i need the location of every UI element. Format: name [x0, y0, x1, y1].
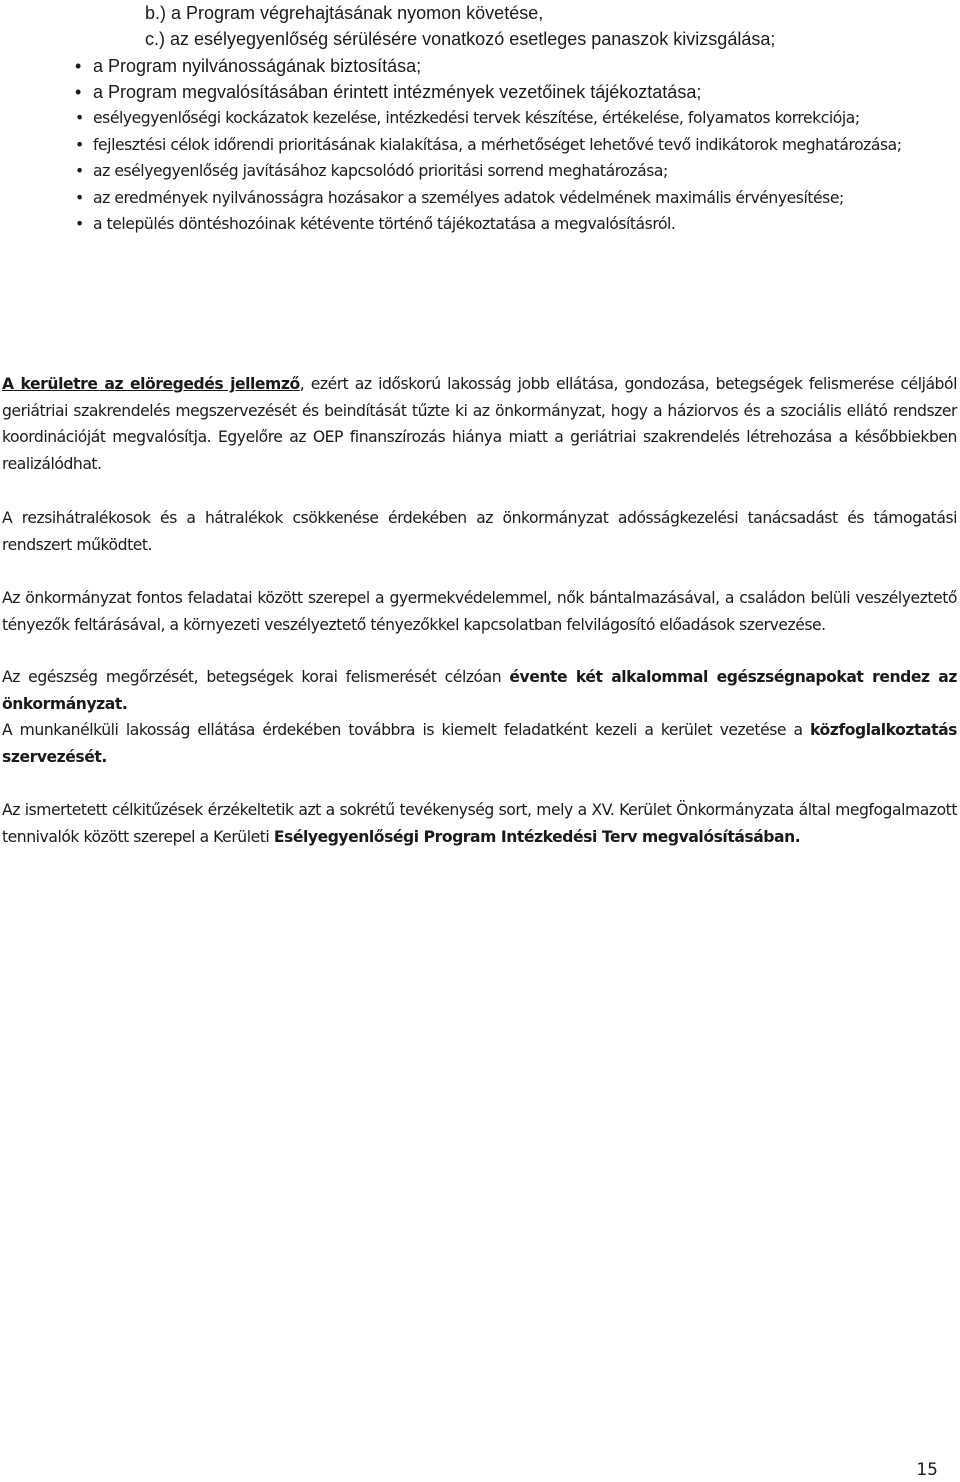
list-item: • az esélyegyenlőség javításához kapcsolódó prioritási sorrend meghatározása; [73, 158, 958, 185]
bullet-icon: • [75, 215, 84, 233]
bullet-icon: • [75, 162, 84, 180]
paragraph-geriatrics: A kerületre az elöregedés jellemző, ezért az időskorú lakosság jobb ellátása, gondozása, betegségek felismerése céljából geriátriai szakrendelés megszervezését és beindítását tűzte ki az önkormányzat, hogy a háziorvos és a szociális ellátó rendszer koordinációját megvalósítja. Egyelőre az OEP finanszírozás hiánya miatt a geriátriai szakrendelés létrehozása a későbbiekben realizálódhat. [2, 375, 957, 473]
bullet-icon: • [75, 82, 82, 102]
paragraph-debt-management: A rezsihátralékosok és a hátralékok csökkenése érdekében az önkormányzat adósságkezelési tanácsadást és támogatási rendszert működtet. [2, 509, 957, 554]
paragraph-lead-bold: A kerületre az elöregedés jellemző [2, 375, 300, 393]
paragraph-health-days: Az egészség megőrzését, betegségek korai felismerését célzóan évente két alkalommal egészségnapokat rendez az önkormányzat. [2, 668, 957, 713]
list-item: • az eredmények nyilvánosságra hozásakor a személyes adatok védelmének maximális érvényesítése; [73, 185, 958, 212]
list-item: • a Program megvalósításában érintett intézmények vezetőinek tájékoztatása; [73, 79, 958, 105]
sub-item-b: b.) a Program végrehajtásának nyomon követése, [145, 3, 544, 23]
paragraph-summary: Az ismertetett célkitűzések érzékeltetik azt a sokrétű tevékenység sort, mely a XV. Kerület Önkormányzata által megfogalmazott tennivalók között szerepel a Kerületi Esélyegyenlőségi Program Intézkedési Terv megvalósításában. [2, 801, 957, 846]
bullet-icon: • [75, 109, 84, 127]
paragraph-public-employment: A munkanélküli lakosság ellátása érdekében továbbra is kiemelt feladatként kezeli a kerület vezetése a közfoglalkoztatás szervezését. [2, 721, 957, 766]
bullet-icon: • [75, 56, 82, 76]
bullet-list-main [73, 105, 958, 238]
list-item: • esélyegyenlőségi kockázatok kezelése, intézkedési tervek készítése, értékelése, folyamatos korrekciója; [73, 105, 958, 132]
list-item: • fejlesztési célok időrendi prioritásának kialakítása, a mérhetőséget lehetővé tevő indikátorok meghatározása; [73, 132, 958, 159]
bullet-list-top [73, 53, 958, 105]
list-item: • a Program nyilvánosságának biztosítása; [73, 53, 958, 79]
list-item: • a település döntéshozóinak kétévente történő tájékoztatása a megvalósításról. [73, 211, 958, 238]
sub-item-c: c.) az esélyegyenlőség sérülésére vonatkozó esetleges panaszok kivizsgálása; [145, 29, 776, 49]
bullet-icon: • [75, 188, 84, 207]
paragraph-child-protection: Az önkormányzat fontos feladatai között szerepel a gyermekvédelemmel, nők bántalmazásával, a családon belüli veszélyeztető tényezők feltárásával, a környezeti veszélyeztető tényezőkkel kapcsolatban felvilágosító előadások szervezése. [2, 589, 957, 634]
page-number: 15 [916, 1460, 938, 1480]
bullet-icon: • [75, 135, 84, 154]
